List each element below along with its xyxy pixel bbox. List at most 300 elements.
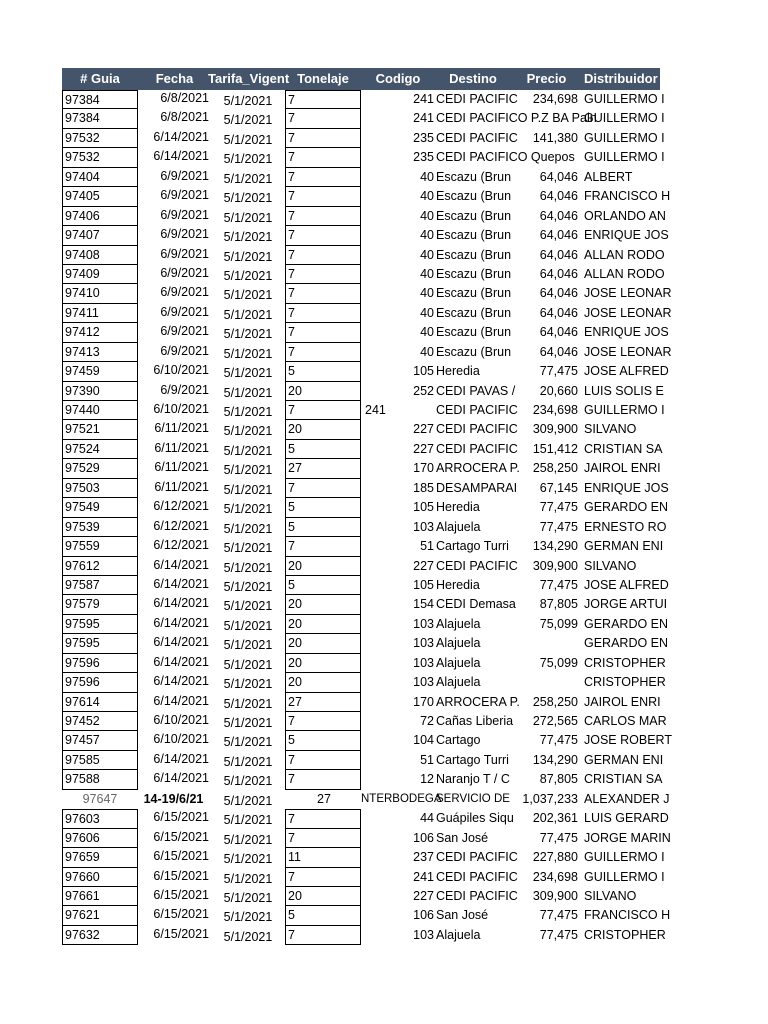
cell-codigo[interactable]: 72 bbox=[420, 714, 434, 728]
cell-precio[interactable]: 77,475 bbox=[539, 927, 578, 942]
cell-codigo[interactable]: 227 bbox=[413, 422, 434, 437]
column-header-fecha[interactable]: Fecha bbox=[155, 71, 194, 86]
cell-destino[interactable]: Alajuela bbox=[436, 616, 481, 631]
cell-precio[interactable]: 77,475 bbox=[539, 733, 578, 748]
cell-guia[interactable]: 97406 bbox=[62, 207, 138, 226]
cell-fecha[interactable]: 6/9/2021 bbox=[160, 343, 209, 358]
cell-destino[interactable]: Heredia bbox=[436, 364, 480, 379]
cell-distribuidor[interactable]: FRANCISCO H bbox=[584, 908, 671, 923]
cell-destino[interactable]: CEDI PACIFICO Quepos bbox=[436, 150, 575, 165]
cell-destino[interactable]: ARROCERA P. bbox=[436, 694, 520, 709]
cell-tonelaje[interactable]: 7 bbox=[285, 168, 361, 187]
cell-tonelaje[interactable]: 20 bbox=[285, 634, 361, 653]
cell-tonelaje[interactable]: 7 bbox=[285, 401, 361, 420]
cell-tarifa-vigente[interactable]: 5/1/2021 bbox=[223, 716, 273, 730]
cell-guia[interactable]: 97647 bbox=[82, 791, 118, 806]
column-header-guia[interactable]: # Guia bbox=[80, 71, 120, 86]
cell-tonelaje[interactable]: 7 bbox=[285, 323, 361, 342]
cell-destino[interactable]: Heredia bbox=[436, 500, 480, 515]
cell-tonelaje[interactable]: 7 bbox=[285, 751, 361, 770]
cell-destino[interactable]: Escazu (Brun bbox=[436, 286, 512, 301]
cell-guia[interactable]: 97595 bbox=[62, 634, 138, 653]
cell-destino[interactable]: Cañas Liberia bbox=[436, 714, 514, 728]
cell-fecha[interactable]: 6/9/2021 bbox=[160, 227, 209, 242]
cell-codigo[interactable]: 106 bbox=[413, 830, 434, 845]
cell-tonelaje[interactable]: 5 bbox=[285, 731, 361, 750]
cell-tonelaje[interactable]: 7 bbox=[285, 226, 361, 245]
cell-codigo[interactable]: 227 bbox=[413, 558, 434, 573]
cell-codigo[interactable]: 235 bbox=[413, 150, 434, 165]
cell-codigo[interactable]: 12 bbox=[420, 772, 434, 787]
cell-tarifa-vigente[interactable]: 5/1/2021 bbox=[223, 579, 273, 594]
cell-distribuidor[interactable]: CARLOS MAR bbox=[584, 714, 667, 728]
cell-fecha[interactable]: 6/10/2021 bbox=[153, 713, 209, 727]
column-header-tonelaje[interactable]: Tonelaje bbox=[297, 71, 349, 86]
cell-destino[interactable]: Heredia bbox=[436, 577, 480, 592]
cell-distribuidor[interactable]: CRISTOPHER bbox=[584, 927, 666, 942]
cell-destino[interactable]: SERVICIO DE bbox=[436, 792, 510, 805]
cell-tarifa-vigente[interactable]: 5/1/2021 bbox=[223, 696, 273, 711]
cell-fecha[interactable]: 6/11/2021 bbox=[154, 460, 209, 475]
cell-codigo[interactable]: 105 bbox=[413, 364, 434, 379]
cell-tonelaje[interactable]: 7 bbox=[285, 868, 361, 887]
cell-tonelaje[interactable]: 7 bbox=[285, 109, 361, 128]
cell-tarifa-vigente[interactable]: 5/1/2021 bbox=[223, 910, 273, 925]
cell-tonelaje[interactable]: 7 bbox=[285, 343, 361, 362]
cell-codigo[interactable]: 103 bbox=[413, 636, 434, 651]
cell-tarifa-vigente[interactable]: 5/1/2021 bbox=[223, 268, 273, 283]
cell-tonelaje[interactable]: 7 bbox=[285, 284, 361, 303]
cell-fecha[interactable]: 6/12/2021 bbox=[153, 518, 209, 533]
cell-tonelaje[interactable]: 7 bbox=[285, 926, 361, 945]
cell-precio[interactable]: 87,805 bbox=[539, 772, 578, 787]
cell-fecha[interactable]: 6/11/2021 bbox=[154, 421, 209, 436]
cell-tonelaje[interactable]: 27 bbox=[285, 693, 361, 712]
cell-tarifa-vigente[interactable]: 5/1/2021 bbox=[223, 541, 273, 556]
cell-precio[interactable]: 258,250 bbox=[532, 694, 578, 709]
cell-codigo[interactable]: 154 bbox=[413, 597, 434, 612]
cell-fecha[interactable]: 6/9/2021 bbox=[160, 168, 209, 183]
column-header-precio[interactable]: Precio bbox=[526, 71, 567, 86]
cell-fecha[interactable]: 6/15/2021 bbox=[153, 849, 209, 864]
cell-fecha[interactable]: 6/14/2021 bbox=[153, 615, 209, 630]
cell-destino[interactable]: Escazu (Brun bbox=[436, 169, 512, 184]
cell-tonelaje[interactable]: 5 bbox=[285, 498, 361, 517]
cell-distribuidor[interactable]: GERMAN ENI bbox=[584, 752, 664, 767]
cell-distribuidor[interactable]: JOSE LEONAR bbox=[584, 344, 672, 359]
cell-precio[interactable]: 77,475 bbox=[539, 577, 578, 592]
cell-codigo[interactable]: 170 bbox=[413, 694, 434, 709]
cell-distribuidor[interactable]: ALLAN RODO bbox=[584, 266, 665, 281]
cell-tarifa-vigente[interactable]: 5/1/2021 bbox=[223, 191, 273, 206]
cell-tonelaje[interactable]: 7 bbox=[285, 537, 361, 556]
cell-precio[interactable]: 258,250 bbox=[532, 461, 578, 476]
cell-precio[interactable]: 234,698 bbox=[532, 92, 578, 106]
cell-precio[interactable] bbox=[511, 634, 580, 653]
cell-destino[interactable]: DESAMPARAI bbox=[436, 480, 518, 495]
cell-tarifa-vigente[interactable]: 5/1/2021 bbox=[223, 463, 273, 478]
cell-tarifa-vigente[interactable]: 5/1/2021 bbox=[223, 560, 273, 575]
cell-guia[interactable]: 97407 bbox=[62, 226, 138, 245]
cell-guia[interactable]: 97588 bbox=[62, 770, 138, 789]
cell-fecha[interactable]: 6/15/2021 bbox=[153, 907, 209, 922]
cell-codigo[interactable]: 105 bbox=[413, 500, 434, 515]
cell-tarifa-vigente[interactable]: 5/1/2021 bbox=[223, 677, 273, 692]
cell-tarifa-vigente[interactable]: 5/1/2021 bbox=[223, 327, 273, 342]
cell-fecha[interactable]: 6/9/2021 bbox=[160, 382, 209, 397]
cell-distribuidor[interactable]: ALBERT bbox=[584, 169, 633, 184]
column-header-destino[interactable]: Destino bbox=[449, 71, 497, 86]
cell-fecha[interactable]: 6/9/2021 bbox=[160, 285, 209, 300]
cell-tonelaje[interactable]: 7 bbox=[285, 129, 361, 148]
cell-precio[interactable]: 309,900 bbox=[532, 422, 578, 437]
cell-codigo[interactable]: 235 bbox=[413, 130, 434, 145]
cell-tonelaje[interactable]: 7 bbox=[285, 90, 361, 109]
cell-tonelaje[interactable]: 5 bbox=[285, 518, 361, 537]
cell-guia[interactable]: 97659 bbox=[62, 848, 138, 867]
cell-fecha[interactable]: 6/15/2021 bbox=[153, 829, 209, 844]
cell-codigo[interactable]: 241 bbox=[413, 92, 434, 106]
cell-fecha[interactable]: 6/14/2021 bbox=[153, 635, 209, 650]
cell-tonelaje[interactable]: 7 bbox=[285, 829, 361, 848]
cell-distribuidor[interactable]: ORLANDO AN bbox=[584, 208, 666, 223]
cell-destino[interactable]: Escazu (Brun bbox=[436, 266, 512, 281]
cell-guia[interactable]: 97524 bbox=[62, 440, 138, 459]
cell-precio[interactable]: 134,290 bbox=[532, 539, 578, 554]
cell-distribuidor[interactable]: GUILLERMO I bbox=[584, 150, 665, 165]
cell-distribuidor[interactable]: CRISTOPHER bbox=[584, 675, 666, 690]
cell-fecha[interactable]: 6/14/2021 bbox=[153, 557, 209, 572]
cell-precio[interactable]: 64,046 bbox=[539, 208, 578, 223]
cell-destino[interactable]: Naranjo T / C bbox=[436, 772, 510, 787]
cell-distribuidor[interactable]: GUILLERMO I bbox=[584, 111, 665, 126]
cell-guia[interactable]: 97409 bbox=[62, 265, 138, 284]
cell-tonelaje[interactable]: 5 bbox=[285, 440, 361, 459]
cell-guia[interactable]: 97390 bbox=[62, 382, 138, 401]
cell-guia[interactable]: 97596 bbox=[62, 673, 138, 692]
cell-guia[interactable]: 97410 bbox=[62, 284, 138, 303]
cell-precio[interactable]: 75,099 bbox=[539, 655, 578, 670]
cell-precio[interactable]: 64,046 bbox=[539, 266, 578, 281]
cell-precio[interactable]: 87,805 bbox=[539, 597, 578, 612]
cell-precio[interactable]: 67,145 bbox=[539, 480, 578, 495]
cell-destino[interactable]: Cartago Turri bbox=[436, 752, 509, 767]
cell-codigo[interactable]: 103 bbox=[413, 655, 434, 670]
cell-destino[interactable]: CEDI PAVAS / bbox=[436, 383, 516, 398]
cell-tonelaje[interactable]: 7 bbox=[285, 187, 361, 206]
cell-distribuidor[interactable]: ERNESTO RO bbox=[584, 519, 667, 534]
cell-distribuidor[interactable]: GUILLERMO I bbox=[584, 869, 665, 884]
cell-codigo[interactable]: 40 bbox=[420, 228, 434, 243]
cell-tonelaje[interactable]: 20 bbox=[285, 615, 361, 634]
cell-distribuidor[interactable]: ALEXANDER J bbox=[584, 791, 670, 806]
cell-guia[interactable]: 97413 bbox=[62, 343, 138, 362]
cell-tonelaje[interactable]: 20 bbox=[285, 420, 361, 439]
cell-tarifa-vigente[interactable]: 5/1/2021 bbox=[223, 94, 273, 108]
cell-precio[interactable]: 64,046 bbox=[539, 228, 578, 243]
cell-guia[interactable]: 97661 bbox=[62, 887, 138, 906]
cell-destino[interactable]: Escazu (Brun bbox=[436, 228, 512, 243]
cell-tarifa-vigente[interactable]: 5/1/2021 bbox=[223, 502, 273, 517]
cell-distribuidor[interactable]: SILVANO bbox=[584, 888, 637, 903]
cell-tarifa-vigente[interactable]: 5/1/2021 bbox=[223, 482, 273, 497]
cell-fecha[interactable]: 6/9/2021 bbox=[160, 265, 209, 280]
cell-destino[interactable]: CEDI PACIFIC bbox=[436, 92, 518, 106]
cell-tonelaje[interactable]: 7 bbox=[285, 809, 361, 828]
cell-guia[interactable]: 97612 bbox=[62, 557, 138, 576]
cell-precio[interactable] bbox=[511, 673, 580, 692]
cell-codigo[interactable]: 105 bbox=[413, 577, 434, 592]
cell-destino[interactable]: Escazu (Brun bbox=[436, 325, 512, 340]
cell-guia[interactable]: 97549 bbox=[62, 498, 138, 517]
cell-codigo[interactable]: 44 bbox=[420, 811, 434, 826]
cell-tonelaje[interactable]: 7 bbox=[285, 479, 361, 498]
cell-tarifa-vigente[interactable]: 5/1/2021 bbox=[223, 638, 273, 653]
cell-distribuidor[interactable]: GUILLERMO I bbox=[584, 92, 665, 106]
cell-guia[interactable]: 97660 bbox=[62, 868, 138, 887]
cell-destino[interactable]: Escazu (Brun bbox=[436, 208, 512, 223]
cell-distribuidor[interactable]: SILVANO bbox=[584, 422, 637, 437]
cell-tarifa-vigente[interactable]: 5/1/2021 bbox=[223, 832, 273, 847]
cell-destino[interactable]: Escazu (Brun bbox=[436, 189, 512, 204]
cell-fecha[interactable]: 6/14/2021 bbox=[153, 751, 209, 766]
cell-fecha[interactable]: 6/15/2021 bbox=[153, 868, 209, 883]
cell-tonelaje[interactable]: 20 bbox=[285, 654, 361, 673]
cell-codigo[interactable]: 170 bbox=[413, 461, 434, 476]
cell-fecha[interactable]: 6/15/2021 bbox=[153, 810, 209, 825]
cell-destino[interactable]: Cartago Turri bbox=[436, 539, 509, 554]
cell-precio[interactable]: 151,412 bbox=[532, 441, 578, 456]
cell-tonelaje[interactable]: 20 bbox=[285, 557, 361, 576]
cell-guia[interactable]: 97452 bbox=[62, 712, 138, 731]
cell-tonelaje[interactable]: 27 bbox=[317, 791, 331, 806]
cell-fecha[interactable]: 6/10/2021 bbox=[153, 402, 209, 416]
cell-destino[interactable]: San José bbox=[436, 908, 489, 923]
cell-codigo[interactable]: 103 bbox=[413, 519, 434, 534]
cell-distribuidor[interactable]: ALLAN RODO bbox=[584, 247, 665, 262]
cell-distribuidor[interactable]: GERARDO EN bbox=[584, 500, 669, 515]
cell-fecha[interactable]: 6/9/2021 bbox=[160, 324, 209, 339]
cell-tarifa-vigente[interactable]: 5/1/2021 bbox=[223, 929, 273, 944]
cell-guia[interactable]: 97614 bbox=[62, 693, 138, 712]
cell-codigo[interactable]: 106 bbox=[413, 908, 434, 923]
cell-tonelaje[interactable]: 5 bbox=[285, 576, 361, 595]
cell-tarifa-vigente[interactable]: 5/1/2021 bbox=[223, 405, 273, 419]
cell-destino[interactable]: CEDI PACIFIC bbox=[436, 869, 518, 884]
cell-distribuidor[interactable]: CRISTOPHER bbox=[584, 655, 666, 670]
cell-fecha[interactable]: 6/11/2021 bbox=[154, 440, 209, 455]
cell-precio[interactable]: 75,099 bbox=[539, 616, 578, 631]
cell-destino[interactable]: Alajuela bbox=[436, 519, 481, 534]
cell-distribuidor[interactable]: FRANCISCO H bbox=[584, 189, 671, 204]
cell-codigo[interactable]: 104 bbox=[413, 733, 434, 748]
cell-guia[interactable]: 97440 bbox=[62, 401, 138, 420]
cell-guia[interactable]: 97632 bbox=[62, 926, 138, 945]
cell-codigo[interactable]: 51 bbox=[420, 752, 434, 767]
cell-guia[interactable]: 97595 bbox=[62, 615, 138, 634]
cell-precio[interactable]: 234,698 bbox=[532, 403, 578, 417]
cell-precio[interactable]: 64,046 bbox=[539, 305, 578, 320]
column-header-tarifa[interactable]: Tarifa_Vigent bbox=[208, 71, 290, 86]
cell-fecha[interactable]: 6/8/2021 bbox=[160, 91, 209, 105]
cell-distribuidor[interactable]: JOSE ALFRED bbox=[584, 577, 669, 592]
cell-destino[interactable]: Alajuela bbox=[436, 927, 481, 942]
cell-distribuidor[interactable]: JORGE ARTUI bbox=[584, 597, 668, 612]
cell-precio[interactable]: 64,046 bbox=[539, 286, 578, 301]
cell-codigo[interactable]: 40 bbox=[420, 189, 434, 204]
cell-destino[interactable]: Alajuela bbox=[436, 636, 481, 651]
cell-tonelaje[interactable]: 7 bbox=[285, 265, 361, 284]
cell-guia[interactable]: 97603 bbox=[62, 809, 138, 828]
cell-destino[interactable]: Alajuela bbox=[436, 655, 481, 670]
cell-distribuidor[interactable]: JOSE LEONAR bbox=[584, 286, 672, 301]
cell-codigo[interactable]: 40 bbox=[420, 286, 434, 301]
cell-destino[interactable]: ARROCERA P. bbox=[436, 461, 520, 476]
cell-codigo[interactable]: 40 bbox=[420, 325, 434, 340]
cell-precio[interactable] bbox=[511, 109, 580, 128]
cell-codigo[interactable]: 40 bbox=[420, 266, 434, 281]
cell-tarifa-vigente[interactable]: 5/1/2021 bbox=[223, 171, 273, 186]
cell-guia[interactable]: 97457 bbox=[62, 731, 138, 750]
cell-tarifa-vigente[interactable]: 5/1/2021 bbox=[223, 657, 273, 672]
cell-fecha[interactable]: 6/12/2021 bbox=[153, 538, 209, 553]
cell-codigo[interactable]: 227 bbox=[413, 441, 434, 456]
cell-codigo[interactable]: 241 bbox=[413, 111, 434, 126]
cell-tarifa-vigente[interactable]: 5/1/2021 bbox=[223, 424, 273, 439]
cell-fecha[interactable]: 6/15/2021 bbox=[153, 887, 209, 902]
cell-distribuidor[interactable]: GERARDO EN bbox=[584, 636, 669, 651]
cell-distribuidor[interactable]: JAIROL ENRI bbox=[584, 461, 661, 476]
cell-destino[interactable]: Guápiles Siqu bbox=[436, 811, 514, 826]
cell-distribuidor[interactable]: CRISTIAN SA bbox=[584, 441, 663, 456]
cell-fecha[interactable]: 6/14/2021 bbox=[153, 674, 209, 689]
cell-precio[interactable]: 1,037,233 bbox=[522, 791, 578, 806]
cell-codigo[interactable]: 103 bbox=[413, 927, 434, 942]
cell-precio[interactable]: 64,046 bbox=[539, 325, 578, 340]
cell-fecha[interactable]: 14-19/6/21 bbox=[143, 791, 204, 806]
cell-codigo[interactable]: 237 bbox=[413, 850, 434, 865]
cell-guia[interactable]: 97384 bbox=[62, 109, 138, 128]
cell-codigo[interactable]: 227 bbox=[413, 888, 434, 903]
cell-distribuidor[interactable]: SILVANO bbox=[584, 558, 637, 573]
cell-distribuidor[interactable]: JORGE MARIN bbox=[584, 830, 671, 845]
cell-destino[interactable]: CEDI PACIFIC bbox=[436, 558, 518, 573]
cell-destino[interactable]: Escazu (Brun bbox=[436, 247, 512, 262]
cell-tonelaje[interactable]: 11 bbox=[285, 848, 361, 867]
cell-destino[interactable]: CEDI PACIFIC bbox=[436, 403, 518, 417]
cell-distribuidor[interactable]: GUILLERMO I bbox=[584, 850, 665, 865]
cell-distribuidor[interactable]: ENRIQUE JOS bbox=[584, 480, 669, 495]
cell-codigo[interactable]: 40 bbox=[420, 208, 434, 223]
cell-precio[interactable]: 272,565 bbox=[532, 714, 578, 728]
cell-destino[interactable]: Alajuela bbox=[436, 675, 481, 690]
cell-fecha[interactable]: 6/11/2021 bbox=[154, 479, 209, 494]
cell-distribuidor[interactable]: JOSE LEONAR bbox=[584, 305, 672, 320]
cell-tarifa-vigente[interactable]: 5/1/2021 bbox=[223, 599, 273, 614]
cell-tarifa-vigente[interactable]: 5/1/2021 bbox=[223, 346, 273, 361]
cell-codigo[interactable]: 103 bbox=[413, 675, 434, 690]
cell-precio[interactable]: 77,475 bbox=[539, 830, 578, 845]
cell-distribuidor[interactable]: LUIS GERARD bbox=[584, 811, 669, 826]
cell-destino[interactable]: CEDI PACIFIC bbox=[436, 850, 518, 865]
cell-tarifa-vigente[interactable]: 5/1/2021 bbox=[223, 890, 273, 905]
cell-destino[interactable]: San José bbox=[436, 830, 489, 845]
column-header-distribuidor[interactable]: Distribuidor bbox=[584, 71, 658, 86]
cell-distribuidor[interactable]: LUIS SOLIS E bbox=[584, 383, 664, 398]
cell-precio[interactable]: 141,380 bbox=[532, 130, 578, 145]
cell-tarifa-vigente[interactable]: 5/1/2021 bbox=[223, 210, 273, 225]
cell-distribuidor[interactable]: JOSE ROBERT bbox=[584, 733, 672, 748]
cell-tarifa-vigente[interactable]: 5/1/2021 bbox=[223, 813, 273, 828]
cell-tarifa-vigente[interactable]: 5/1/2021 bbox=[223, 735, 273, 750]
cell-fecha[interactable]: 6/14/2021 bbox=[153, 596, 209, 611]
cell-codigo[interactable]: 40 bbox=[420, 344, 434, 359]
cell-precio[interactable]: 64,046 bbox=[539, 344, 578, 359]
cell-codigo[interactable]: 241 bbox=[413, 869, 434, 884]
cell-tonelaje[interactable]: 27 bbox=[285, 459, 361, 478]
cell-precio[interactable] bbox=[511, 148, 580, 167]
cell-tarifa-vigente[interactable]: 5/1/2021 bbox=[223, 774, 273, 789]
cell-tonelaje[interactable]: 7 bbox=[285, 712, 361, 731]
cell-codigo[interactable]: 241 bbox=[365, 403, 386, 417]
cell-tonelaje[interactable]: 7 bbox=[285, 304, 361, 323]
cell-tonelaje[interactable]: 5 bbox=[285, 906, 361, 925]
cell-fecha[interactable]: 6/12/2021 bbox=[153, 499, 209, 514]
cell-fecha[interactable]: 6/14/2021 bbox=[153, 576, 209, 591]
cell-tonelaje[interactable]: 7 bbox=[285, 207, 361, 226]
cell-precio[interactable]: 77,475 bbox=[539, 908, 578, 923]
cell-tarifa-vigente[interactable]: 5/1/2021 bbox=[223, 288, 273, 303]
cell-fecha[interactable]: 6/9/2021 bbox=[160, 188, 209, 203]
cell-fecha[interactable]: 6/14/2021 bbox=[153, 149, 209, 164]
cell-tonelaje[interactable]: 7 bbox=[285, 770, 361, 789]
cell-guia[interactable]: 97521 bbox=[62, 420, 138, 439]
cell-tonelaje[interactable]: 5 bbox=[285, 362, 361, 381]
cell-destino[interactable]: CEDI PACIFICO P.Z BA Paln bbox=[436, 111, 597, 126]
cell-distribuidor[interactable]: JAIROL ENRI bbox=[584, 694, 661, 709]
cell-tonelaje[interactable]: 7 bbox=[285, 148, 361, 167]
cell-distribuidor[interactable]: GUILLERMO I bbox=[584, 130, 665, 145]
cell-guia[interactable]: 97404 bbox=[62, 168, 138, 187]
cell-fecha[interactable]: 6/8/2021 bbox=[160, 110, 209, 125]
cell-tonelaje[interactable]: 20 bbox=[285, 673, 361, 692]
cell-codigo[interactable]: 51 bbox=[420, 539, 434, 554]
cell-tonelaje[interactable]: 20 bbox=[285, 887, 361, 906]
cell-guia[interactable]: 97596 bbox=[62, 654, 138, 673]
cell-precio[interactable]: 64,046 bbox=[539, 189, 578, 204]
cell-fecha[interactable]: 6/10/2021 bbox=[153, 732, 209, 747]
cell-guia[interactable]: 97532 bbox=[62, 129, 138, 148]
cell-tarifa-vigente[interactable]: 5/1/2021 bbox=[223, 152, 273, 167]
cell-distribuidor[interactable]: GUILLERMO I bbox=[584, 403, 665, 417]
cell-destino[interactable]: Escazu (Brun bbox=[436, 344, 512, 359]
cell-precio[interactable]: 64,046 bbox=[539, 247, 578, 262]
cell-guia[interactable]: 97559 bbox=[62, 537, 138, 556]
cell-tarifa-vigente[interactable]: 5/1/2021 bbox=[223, 852, 273, 867]
cell-tarifa-vigente[interactable]: 5/1/2021 bbox=[223, 871, 273, 886]
cell-codigo[interactable]: 40 bbox=[420, 247, 434, 262]
cell-fecha[interactable]: 6/9/2021 bbox=[160, 304, 209, 319]
cell-codigo[interactable]: 252 bbox=[413, 383, 434, 398]
cell-guia[interactable]: 97408 bbox=[62, 246, 138, 265]
cell-distribuidor[interactable]: ENRIQUE JOS bbox=[584, 228, 669, 243]
cell-tarifa-vigente[interactable]: 5/1/2021 bbox=[223, 385, 273, 400]
cell-precio[interactable]: 64,046 bbox=[539, 169, 578, 184]
cell-guia[interactable]: 97532 bbox=[62, 148, 138, 167]
cell-precio[interactable]: 309,900 bbox=[532, 888, 578, 903]
cell-fecha[interactable]: 6/14/2021 bbox=[153, 654, 209, 669]
cell-precio[interactable]: 77,475 bbox=[539, 500, 578, 515]
